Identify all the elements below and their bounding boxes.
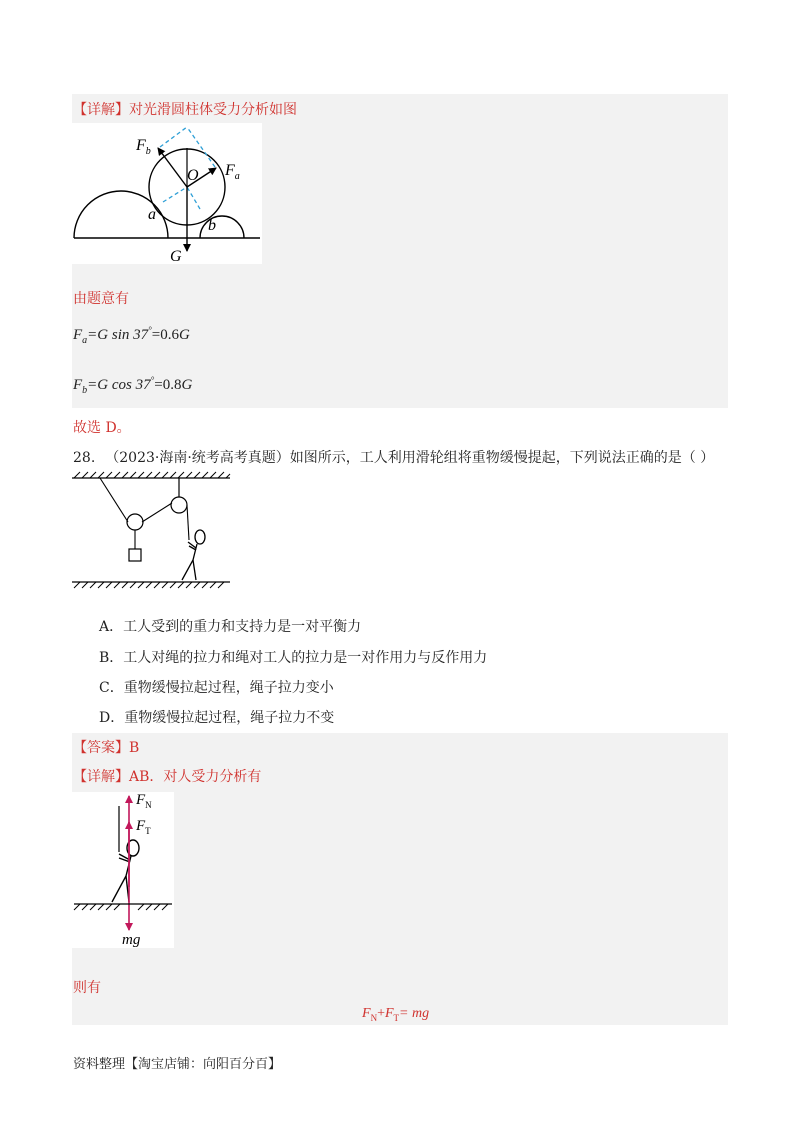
question-number: 28. <box>73 450 96 466</box>
option-a: A．工人受到的重力和支持力是一对平衡力 <box>99 619 362 635</box>
previous-answer: 故选 D。 <box>73 420 131 436</box>
label-o: O <box>187 167 199 184</box>
detail-label: 【详解】 <box>73 769 129 785</box>
rope-right <box>187 505 189 540</box>
worker-figure <box>182 530 205 580</box>
ceiling-hatching <box>74 472 230 478</box>
answer-value: B <box>129 740 140 756</box>
rope-middle <box>142 503 172 522</box>
equation-balance: $F_N+F_T=$ mg <box>362 1006 430 1023</box>
rope-left <box>100 478 128 522</box>
question-source: （2023·海南·统考高考真题） <box>105 450 290 466</box>
contact-line-b <box>187 187 200 209</box>
force-fb-arrow <box>158 148 187 187</box>
parallelogram-edge-2 <box>187 127 215 167</box>
footer-text: 资料整理【淘宝店铺：向阳百分百】 <box>73 1057 282 1072</box>
detail1-header <box>73 99 297 119</box>
floor-hatching <box>74 582 224 588</box>
detail-text: AB．对人受力分析有 <box>129 769 262 785</box>
fixed-pulley <box>171 497 187 513</box>
answer-label: 【答案】 <box>73 740 129 756</box>
label-a: a <box>148 206 156 223</box>
option-c: C．重物缓慢拉起过程，绳子拉力变小 <box>99 680 334 696</box>
movable-pulley <box>127 514 143 530</box>
option-b: B．工人对绳的拉力和绳对工人的拉力是一对作用力与反作用力 <box>99 650 488 666</box>
option-d: D．重物缓慢拉起过程，绳子拉力不变 <box>99 710 335 726</box>
label-mg: mg <box>122 932 141 948</box>
equation-fb: $F_b=G$ cos 37°=0.8G <box>73 375 193 396</box>
question-text: 如图所示，工人利用滑轮组将重物缓慢提起，下列说法正确的是（ ） <box>289 450 715 466</box>
label-ft: $F_T$ <box>136 818 151 836</box>
detail2-header <box>73 766 261 786</box>
answer-line <box>73 737 139 757</box>
label-g: G <box>170 248 182 264</box>
cylinder-force-diagram <box>72 123 262 264</box>
question-stem <box>73 447 714 467</box>
floor-hatching <box>74 904 168 910</box>
label-fn: $F_N$ <box>136 792 152 810</box>
detail-label: 【详解】 <box>73 102 129 118</box>
equation-fa: $F_a=G$ sin 37°=0.6G <box>73 325 190 346</box>
pulley-diagram <box>72 470 232 590</box>
detail-text: 对光滑圆柱体受力分析如图 <box>129 102 297 118</box>
label-b: b <box>208 217 216 234</box>
then-text: 则有 <box>73 980 101 996</box>
weight-block <box>129 549 141 561</box>
worker-force-diagram <box>72 792 174 948</box>
label-fa: $F_a$ <box>225 162 240 182</box>
worker-figure <box>112 840 139 902</box>
contact-line-a <box>163 187 187 202</box>
intro-text: 由题意有 <box>73 291 129 307</box>
parallelogram-edge-1 <box>160 127 187 147</box>
label-fb: $F_b$ <box>136 137 151 157</box>
